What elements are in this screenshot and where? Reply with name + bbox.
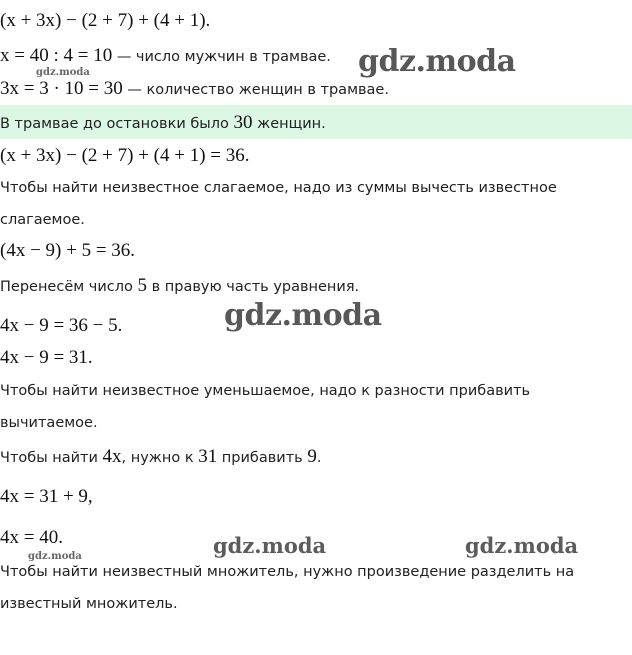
find-4x-text-d: . <box>316 450 322 466</box>
find-4x-text-c: прибавить <box>217 450 308 466</box>
transfer-text-b: в правую часть уравнения. <box>147 279 360 295</box>
text-women: — количество женщин в трамвае. <box>122 82 389 98</box>
watermark-logo: gdz.moda <box>358 44 516 79</box>
equation-line-3: (4x − 9) + 5 = 36. <box>0 240 136 261</box>
rule-minuend-line-2: вычитаемое. <box>0 415 98 431</box>
equation-line-2: (x + 3x) − (2 + 7) + (4 + 1) = 36. <box>0 145 250 166</box>
find-4x-line <box>0 446 321 468</box>
equation-line-6: 4x = 31 + 9, <box>0 486 93 507</box>
answer-text-a: В трамвае до остановки было <box>0 116 234 132</box>
equation-men: x = 40 : 4 = 10 <box>0 45 113 66</box>
find-4x-math-a: 4x <box>102 446 122 467</box>
equation-line-5: 4x − 9 = 31. <box>0 347 93 368</box>
watermark-logo: gdz.moda <box>28 551 82 562</box>
text-men: — число мужчин в трамвае. <box>112 49 331 65</box>
solution-line-women <box>0 78 389 100</box>
watermark-logo: gdz.moda <box>465 533 579 558</box>
rule-factor-line-2: известный множитель. <box>0 596 178 612</box>
rule-minuend-line-1: Чтобы найти неизвестное уменьшаемое, надо к разности прибавить <box>0 383 531 399</box>
watermark-logo: gdz.moda <box>36 67 90 78</box>
find-4x-math-c: 9 <box>307 446 317 467</box>
transfer-text-a: Перенесём число <box>0 279 138 295</box>
transfer-number: 5 <box>137 275 148 296</box>
rule-addend-line-1: Чтобы найти неизвестное слагаемое, надо из суммы вычесть известное <box>0 180 557 196</box>
watermark-logo: gdz.moda <box>224 298 382 333</box>
equation-line-1: (x + 3x) − (2 + 7) + (4 + 1). <box>0 10 211 31</box>
rule-addend-line-2: слагаемое. <box>0 212 85 228</box>
answer-number: 30 <box>233 112 253 133</box>
rule-factor-line-1: Чтобы найти неизвестный множитель, нужно произведение разделить на <box>0 564 575 580</box>
solution-line-men <box>0 45 331 67</box>
find-4x-text-b: , нужно к <box>121 450 199 466</box>
transfer-line <box>0 275 359 297</box>
answer-line <box>0 112 326 134</box>
equation-line-4: 4x − 9 = 36 − 5. <box>0 315 123 336</box>
equation-women: 3x = 3 · 10 = 30 <box>0 78 123 99</box>
find-4x-math-b: 31 <box>198 446 218 467</box>
watermark-logo: gdz.moda <box>213 533 327 558</box>
equation-line-7: 4x = 40. <box>0 527 63 548</box>
answer-text-b: женщин. <box>252 116 326 132</box>
find-4x-text-a: Чтобы найти <box>0 450 103 466</box>
